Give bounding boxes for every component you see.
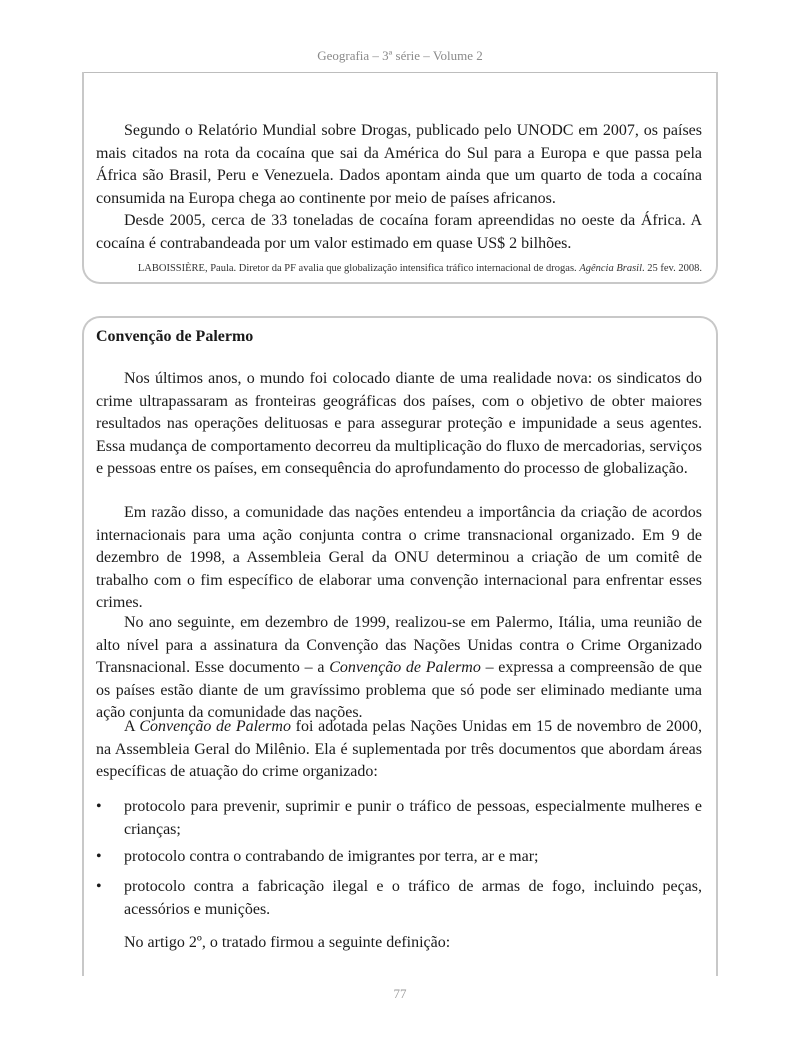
list-item [96, 846, 702, 869]
palermo-paragraph-4 [96, 716, 702, 784]
palermo-paragraph-3-a: No ano seguinte, em dezembro de 1999, realizou-se em Palermo, Itália, uma reunião de alto nível para a assinatura da Convenção das Nações Unidas contra o Crime Organizado Transnacional. Esse documento – a [96, 614, 702, 676]
running-head: Geografia – 3ª série – Volume 2 [317, 48, 483, 63]
source-citation-text: LABOISSIÈRE, Paula. Diretor da PF avalia que globalização intensifica tráfico internacional de drogas. [137, 263, 580, 274]
section-title: Convenção de Palermo [96, 328, 254, 345]
palermo-paragraph-3-b: – expressa a compreensão de que os países estão diante de um gravíssimo problema que só pode ser eliminado mediante uma ação conjunta da comunidade das nações. [96, 659, 703, 721]
palermo-paragraph-3-emphasis: Convenção de Palermo [329, 659, 481, 676]
palermo-paragraph-5: No artigo 2º, o tratado firmou a seguinte definição: [124, 934, 451, 951]
list-item-text: protocolo contra o contrabando de imigrantes por terra, ar e mar; [124, 848, 539, 865]
bullet-icon: • [96, 848, 102, 865]
list-item [96, 876, 702, 921]
excerpt-paragraph-2: Desde 2005, cerca de 33 toneladas de cocaína foram apreendidas no oeste da África. A cocaína é contrabandeada por um valor estimado em quase US$ 2 bilhões. [96, 212, 702, 252]
page-number: 77 [393, 986, 407, 1001]
source-publication: Agência Brasil [579, 263, 643, 274]
palermo-paragraph-2: Em razão disso, a comunidade das nações entendeu a importância da criação de acordos internacionais para uma ação conjunta contra o crime transnacional organizado. Em 9 de dezembro de 1998, a Assembleia Geral da ONU determinou a criação de um comitê de trabalho com o fim específico de elaborar uma convenção internacional para enfrentar esses crimes. [96, 504, 702, 611]
bullet-icon: • [96, 798, 102, 815]
excerpt-paragraph-1: Segundo o Relatório Mundial sobre Drogas, publicado pelo UNODC em 2007, os países mais citados na rota da cocaína que sai da América do Sul para a Europa e que passa pela África são Brasil, Peru e Venezuela. Dados apontam ainda que um quarto de toda a cocaína consumida na Europa chega ao continente por meio de países africanos. [96, 122, 702, 207]
palermo-paragraph-4-b: foi adotada pelas Nações Unidas em 15 de novembro de 2000, na Assembleia Geral do Milênio. Ela é suplementada por três documentos que abordam áreas específicas de atuação do crime organizado: [96, 718, 703, 780]
list-item-text: protocolo contra a fabricação ilegal e o tráfico de armas de fogo, incluindo peças, acessórios e munições. [124, 878, 702, 918]
palermo-paragraph-4-a: A [124, 718, 140, 735]
palermo-paragraph-4-emphasis: Convenção de Palermo [139, 718, 291, 735]
list-item-text: protocolo para prevenir, suprimir e punir o tráfico de pessoas, especialmente mulheres e crianças; [124, 798, 702, 838]
bullet-icon: • [96, 878, 102, 895]
palermo-paragraph-1: Nos últimos anos, o mundo foi colocado diante de uma realidade nova: os sindicatos do crime ultrapassaram as fronteiras geográficas dos países, com o objetivo de obter maiores resultados nas operações delituosas e para assegurar proteção e impunidade a seus agentes. Essa mudança de comportamento decorreu da multiplicação do fluxo de mercadorias, serviços e pessoas entre os países, em consequência do aprofundamento do processo de globalização. [96, 370, 702, 477]
palermo-paragraph-3 [96, 612, 702, 725]
source-date: . 25 fev. 2008. [642, 263, 702, 274]
source-citation [96, 262, 702, 276]
list-item [96, 796, 702, 841]
